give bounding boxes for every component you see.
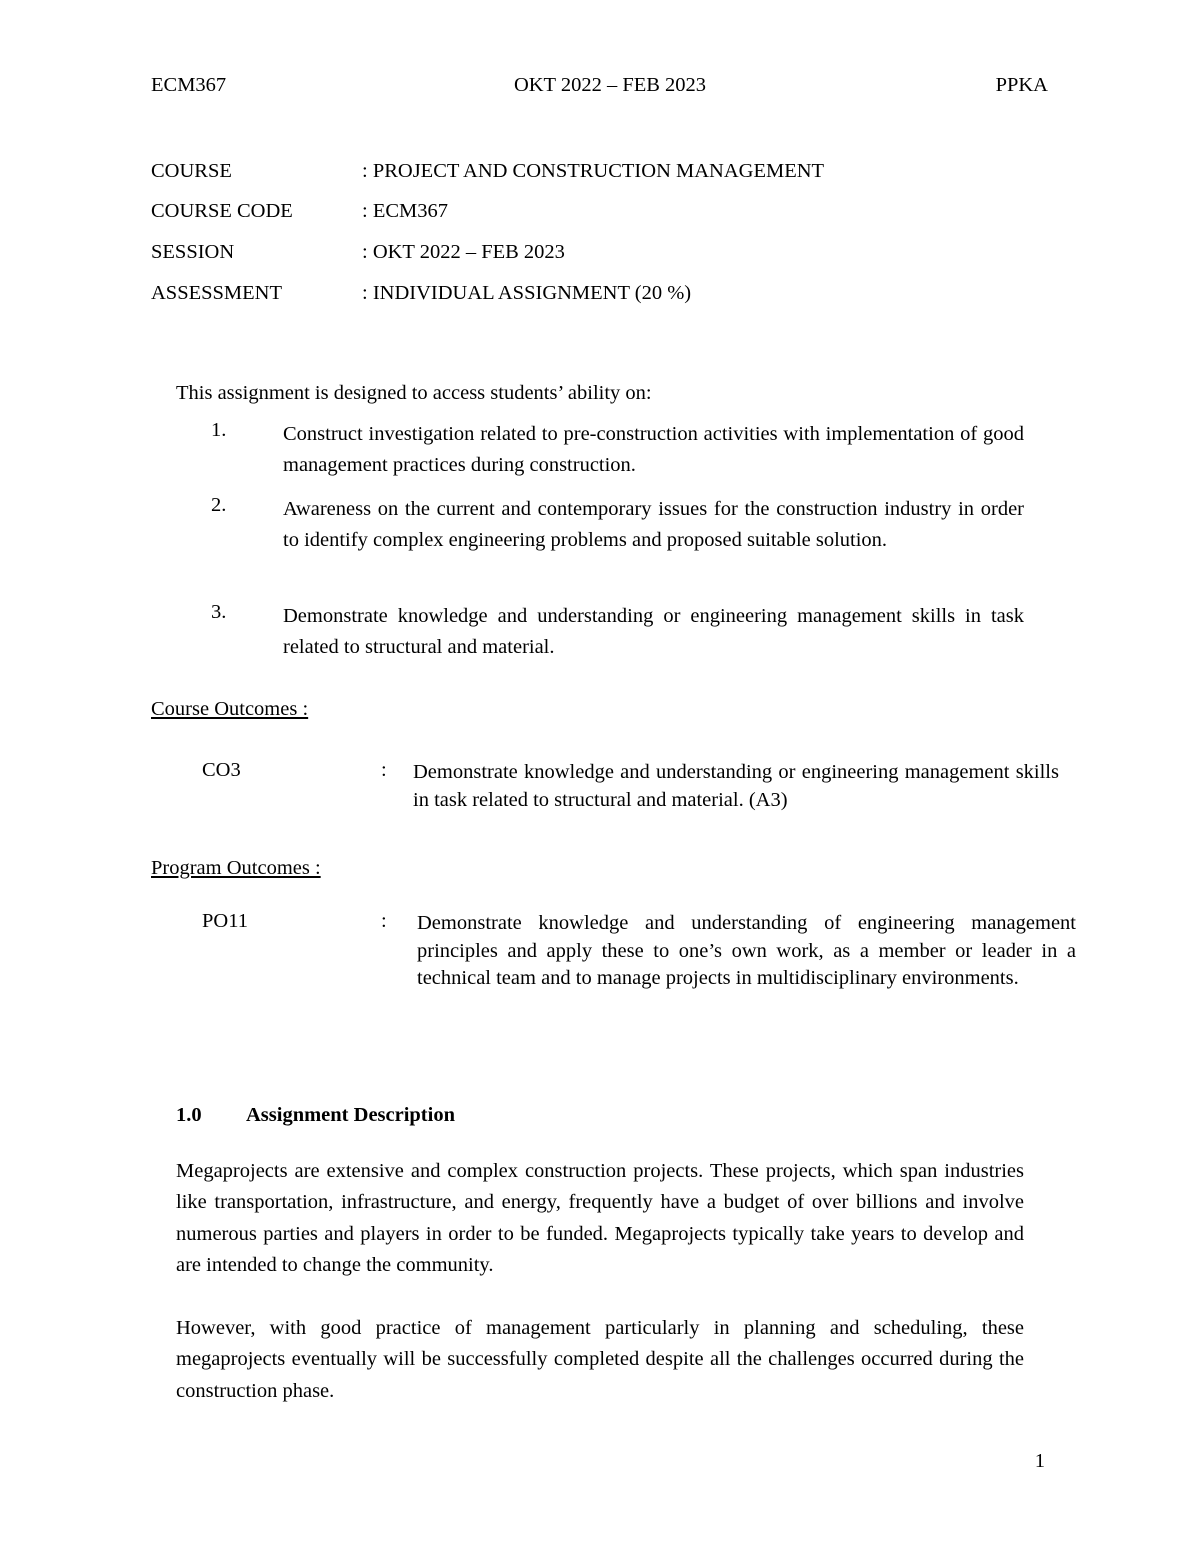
- info-value: : INDIVIDUAL ASSIGNMENT (20 %): [362, 282, 692, 304]
- objective-text: Construct investigation related to pre-construction activities with implementation of good management practices during construction.: [283, 423, 1024, 476]
- info-label: COURSE CODE: [151, 200, 293, 222]
- objective-text: Demonstrate knowledge and understanding or engineering management skills in task related to structural and material.: [283, 605, 1024, 658]
- objective-number: 1.: [211, 419, 227, 441]
- outcome-code: CO3: [202, 759, 241, 781]
- outcome-text: Demonstrate knowledge and understanding of engineering management principles and apply these to one’s own work, as a member or leader in a technical team and to manage projects in multidisciplinary environments.: [417, 912, 1076, 989]
- header-department: PPKA: [995, 74, 1048, 96]
- info-value: : OKT 2022 – FEB 2023: [362, 241, 565, 263]
- objective-number: 3.: [211, 601, 227, 623]
- header-session: OKT 2022 – FEB 2023: [513, 74, 707, 96]
- outcome-code: PO11: [202, 910, 248, 932]
- info-value: : ECM367: [362, 200, 448, 222]
- description-paragraph: However, with good practice of management particularly in planning and scheduling, these megaprojects eventually will be successfully completed despite all the challenges occurred during the construction phase.: [176, 1317, 1024, 1402]
- info-label: ASSESSMENT: [151, 282, 283, 304]
- outcome-colon: :: [381, 910, 387, 932]
- info-label: COURSE: [151, 160, 232, 182]
- section-number: 1.0: [176, 1104, 202, 1126]
- page-number: 1: [1034, 1450, 1045, 1472]
- course-outcomes-heading: Course Outcomes :: [151, 698, 309, 720]
- info-label: SESSION: [151, 241, 235, 263]
- outcome-text: Demonstrate knowledge and understanding or engineering management skills in task related to structural and material. (A3): [413, 761, 1059, 811]
- section-title: Assignment Description: [246, 1104, 455, 1126]
- outcome-colon: :: [381, 759, 387, 781]
- program-outcomes-heading: Program Outcomes :: [151, 857, 321, 879]
- header-course-code: ECM367: [151, 74, 227, 96]
- info-value: : PROJECT AND CONSTRUCTION MANAGEMENT: [362, 160, 825, 182]
- description-paragraph: Megaprojects are extensive and complex construction projects. These projects, which span industries like transportation, infrastructure, and energy, frequently have a budget of over billions and involve numerous parties and players in order to be funded. Megaprojects typically take years to develop and are intended to change the community.: [176, 1160, 1024, 1276]
- objective-text: Awareness on the current and contemporary issues for the construction industry in order to identify complex engineering problems and proposed suitable solution.: [283, 498, 1024, 551]
- section-heading: [176, 1104, 455, 1127]
- objective-number: 2.: [211, 494, 227, 516]
- intro-text: This assignment is designed to access students’ ability on:: [176, 382, 652, 404]
